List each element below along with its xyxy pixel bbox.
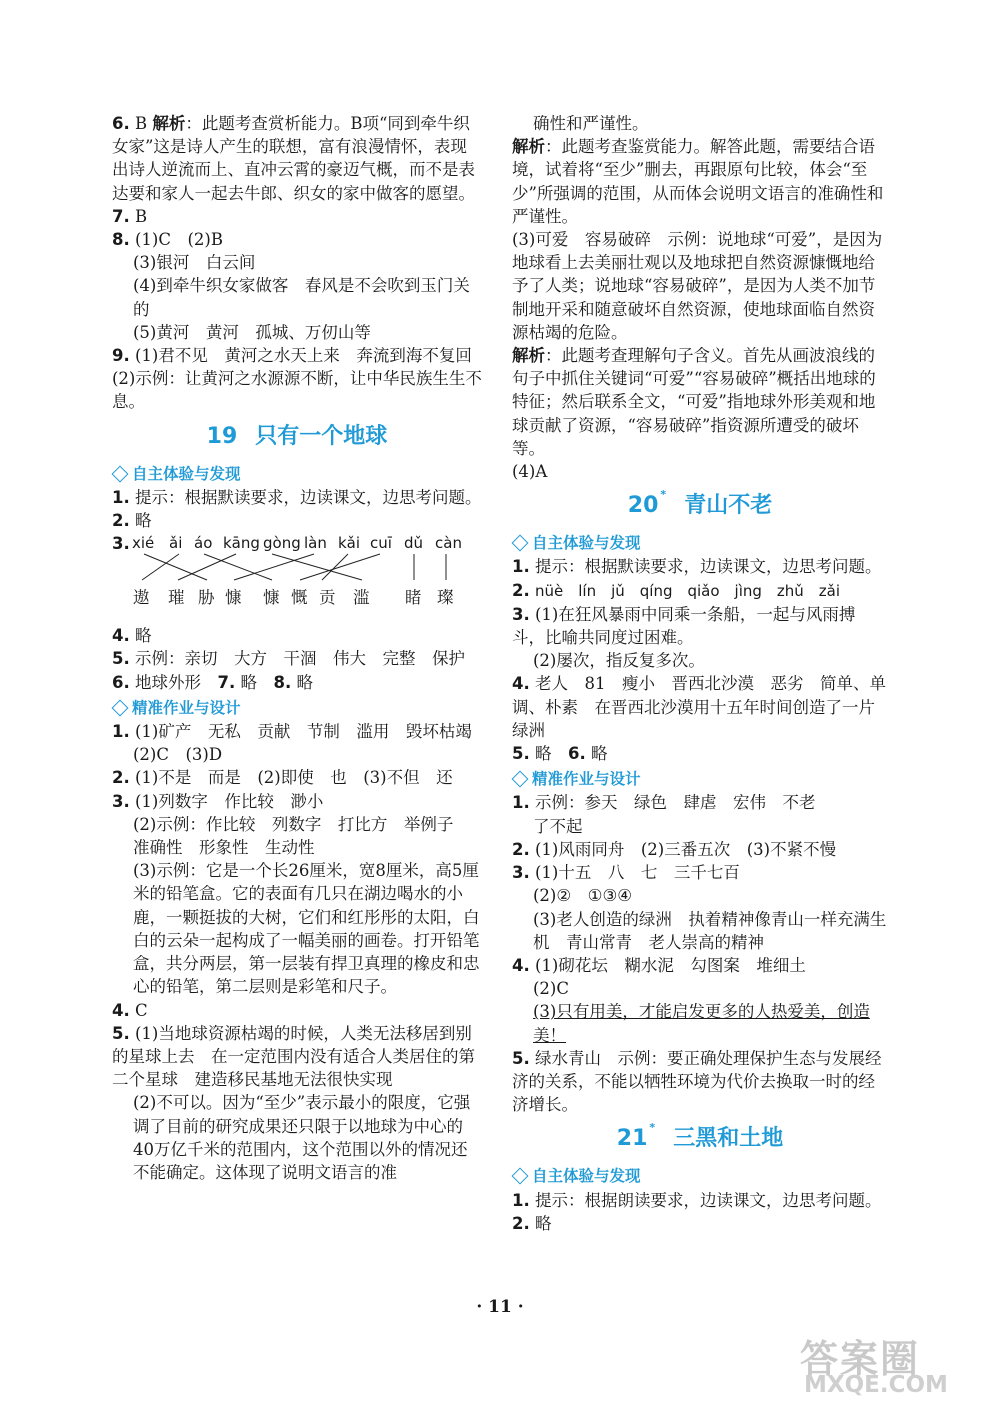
pinyin-10: càn — [435, 534, 462, 553]
pinyin-9: dǔ — [404, 534, 424, 553]
char-9: 睹 — [405, 588, 422, 608]
pinyin-5: gòng — [263, 534, 301, 553]
pinyin-7: kǎi — [338, 534, 361, 553]
e2: 2. 略 — [512, 1213, 552, 1233]
pinyin-6: làn — [304, 534, 327, 553]
q8-line1: 8. (1)C (2)B — [112, 230, 223, 250]
a3-number: 3. — [112, 534, 130, 554]
diamond-icon — [512, 1168, 529, 1185]
char-1: 遨 — [133, 588, 150, 608]
lesson-20-title: 20 * 青山不老 — [627, 488, 773, 519]
d4-line1: 4. (1)砌花坛 糊水泥 勾图案 堆细土 — [512, 955, 806, 975]
b1-line1: 1. (1)矿产 无私 贡献 节制 滥用 毁坏枯竭 — [112, 722, 472, 742]
d5: 5. 绿水青山 示例：要正确处理保护生态与发展经济的关系，不能以牺牲环境为代价去换取一时的经济增长。 — [512, 1048, 882, 1115]
c4: 4. 老人 81 瘦小 晋西北沙漠 恶劣 简单、单调、朴素 在晋西北沙漠用十五年时间创造了一片绿洲 — [512, 674, 886, 740]
char-6: 慨 — [291, 588, 308, 608]
char-2: 璀 — [168, 588, 185, 608]
pinyin-1: xié — [132, 534, 155, 553]
q8-line4: (5)黄河 黄河 孤城、万仞山等 — [133, 322, 371, 342]
b2: 2. (1)不是 而是 (2)即使 也 (3)不但 还 — [112, 768, 453, 788]
diamond-icon — [112, 699, 129, 716]
lesson-21-title: 21 * 三黑和土地 — [616, 1121, 784, 1152]
part-4: (4)A — [512, 462, 548, 482]
watermark-url: MXQE.COM — [804, 1372, 948, 1398]
section-header-explore-2: 自主体验与发现 — [512, 532, 888, 555]
b3-line2: (2)示例：作比较 列数字 打比方 举例子 准确性 形象性 生动性 — [133, 814, 470, 858]
c5-c6: 5. 略 6. 略 — [512, 744, 608, 764]
a1: 1. 提示：根据默读要求，边读课文，边思考问题。 — [112, 487, 482, 507]
char-8: 滥 — [353, 588, 370, 608]
watermark-logo — [800, 1328, 988, 1402]
c3-line2: (2)屡次，指反复多次。 — [533, 651, 705, 671]
b1-line2: (2)C (3)D — [133, 745, 223, 765]
pinyin-8: cuī — [370, 534, 392, 553]
watermark-text: 答案圈 — [800, 1337, 921, 1381]
d1-line2: 了不起 — [533, 816, 583, 836]
char-10: 璨 — [437, 588, 454, 608]
section-header-homework: 精准作业与设计 — [112, 697, 482, 720]
a5: 5. 示例：亲切 大方 干涸 伟大 完整 保护 — [112, 649, 465, 669]
d3-line1: 3. (1)十五 八 七 三千七百 — [512, 863, 740, 883]
char-4: 慷 — [225, 588, 242, 608]
diamond-icon — [112, 465, 129, 482]
section-header-homework-2: 精准作业与设计 — [512, 768, 888, 791]
char-3: 胁 — [198, 588, 215, 608]
diamond-icon — [512, 535, 529, 552]
diamond-icon — [512, 771, 529, 788]
pinyin-matching — [112, 532, 482, 624]
char-7: 贡 — [319, 588, 336, 608]
q8-line3: (4)到牵牛织女家做客 春风是不会吹到玉门关的 — [133, 276, 470, 319]
d3-line3: (3)老人创造的绿洲 执着精神像青山一样充满生机 青山常青 老人崇高的精神 — [533, 909, 887, 952]
pinyin-3: áo — [194, 534, 213, 553]
right-column — [512, 112, 888, 1235]
page-number: · 11 · — [476, 1297, 524, 1317]
continuation: 确性和严谨性。 — [533, 114, 649, 133]
d4-line3: (3)只有用美，才能启发更多的人热爱美，创造美！ — [533, 1002, 870, 1045]
c1: 1. 提示：根据默读要求，边读课文，边思考问题。 — [512, 557, 882, 577]
q7: 7. B — [112, 206, 148, 226]
e1: 1. 提示：根据朗读要求，边读课文，边思考问题。 — [512, 1190, 882, 1210]
part-3: (3)可爱 容易破碎 示例：说地球“可爱”，是因为地球看上去美丽壮观以及地球把自然资源慷慨地给予了人类；说地球“容易破碎”，是因为人类不加节制地开采和随意破坏自然资源，使地球面临自然资源枯竭的危险。 — [512, 230, 883, 342]
q8-line2: (3)银河 白云间 — [133, 253, 256, 273]
q9: 9. (1)君不见 黄河之水天上来 奔流到海不复回 (2)示例：让黄河之水源源不断，让中华民族生生不息。 — [112, 346, 489, 412]
a4: 4. 略 — [112, 626, 152, 646]
analysis-2: 解析：此题考查理解句子含义。首先从画波浪线的句子中抓住关键词“可爱”“容易破碎”概括出地球的特征；然后联系全文，“可爱”指地球外形美观和地球贡献了资源，“容易破碎”指资源所遭受的破坏等。 — [512, 346, 876, 458]
c2: 2. nüè lín jǔ qíng qiǎo jìng zhǔ zǎi — [512, 580, 841, 600]
d4-line2: (2)C — [533, 979, 569, 999]
section-header-explore: 自主体验与发现 — [112, 463, 482, 486]
a6-a8: 6. 地球外形 7. 略 8. 略 — [112, 672, 313, 692]
b5-line2: (2)不可以。因为“至少”表示最小的限度，它强调了目前的研究成果还只限于以地球为中心的40万亿千米的范围内，这个范围以外的情况还不能确定。这体现了说明文语言的准 — [133, 1093, 471, 1182]
b3-line1: 3. (1)列数字 作比较 渺小 — [112, 791, 324, 811]
left-column — [112, 112, 489, 1184]
d1-line1: 1. 示例：参天 绿色 肆虐 宏伟 不老 — [512, 793, 816, 813]
b4: 4. C — [112, 1000, 148, 1020]
q6: 6. B 解析：此题考查赏析能力。B项“同到牵牛织女家”这是诗人产生的联想，富有浪漫情怀，表现出诗人逆流而上、直冲云霄的豪迈气概，而不是表达要和家人一起去牛郎、织女的家中做客的愿望。 — [112, 114, 475, 203]
a2: 2. 略 — [112, 511, 152, 531]
pinyin-4: kāng — [223, 534, 260, 553]
d3-line2: (2)② ①③④ — [533, 886, 633, 906]
pinyin-2: ǎi — [169, 534, 183, 553]
c3-line1: 3. (1)在狂风暴雨中同乘一条船，一起与风雨搏斗，比喻共同度过困难。 — [512, 604, 856, 648]
d2: 2. (1)风雨同舟 (2)三番五次 (3)不紧不慢 — [512, 839, 837, 859]
analysis-1: 解析：此题考查鉴赏能力。解答此题，需要结合语境，试着将“至少”删去，再跟原句比较，体会“至少”所强调的范围，从而体会说明文语言的准确性和严谨性。 — [512, 137, 884, 226]
char-5: 慷 — [263, 588, 280, 608]
b5-line1: 5. (1)当地球资源枯竭的时候，人类无法移居到别的星球上去 在一定范围内没有适合人类居住的第二个星球 建造移民基地无法很快实现 — [112, 1023, 475, 1090]
section-header-explore-3: 自主体验与发现 — [512, 1165, 888, 1188]
b3-line3: (3)示例：它是一个长26厘米，宽8厘米，高5厘米的铅笔盒。它的表面有几只在湖边喝水的小鹿，一颗挺拔的大树，它们和红彤彤的太阳，白白的云朵一起构成了一幅美丽的画卷。打开铅笔盒，共分两层，第一层装有捍卫真理的橡皮和忠心的铅笔，第二层则是彩笔和尺子。 — [133, 861, 480, 997]
lesson-19-title: 19 只有一个地球 — [206, 423, 388, 449]
